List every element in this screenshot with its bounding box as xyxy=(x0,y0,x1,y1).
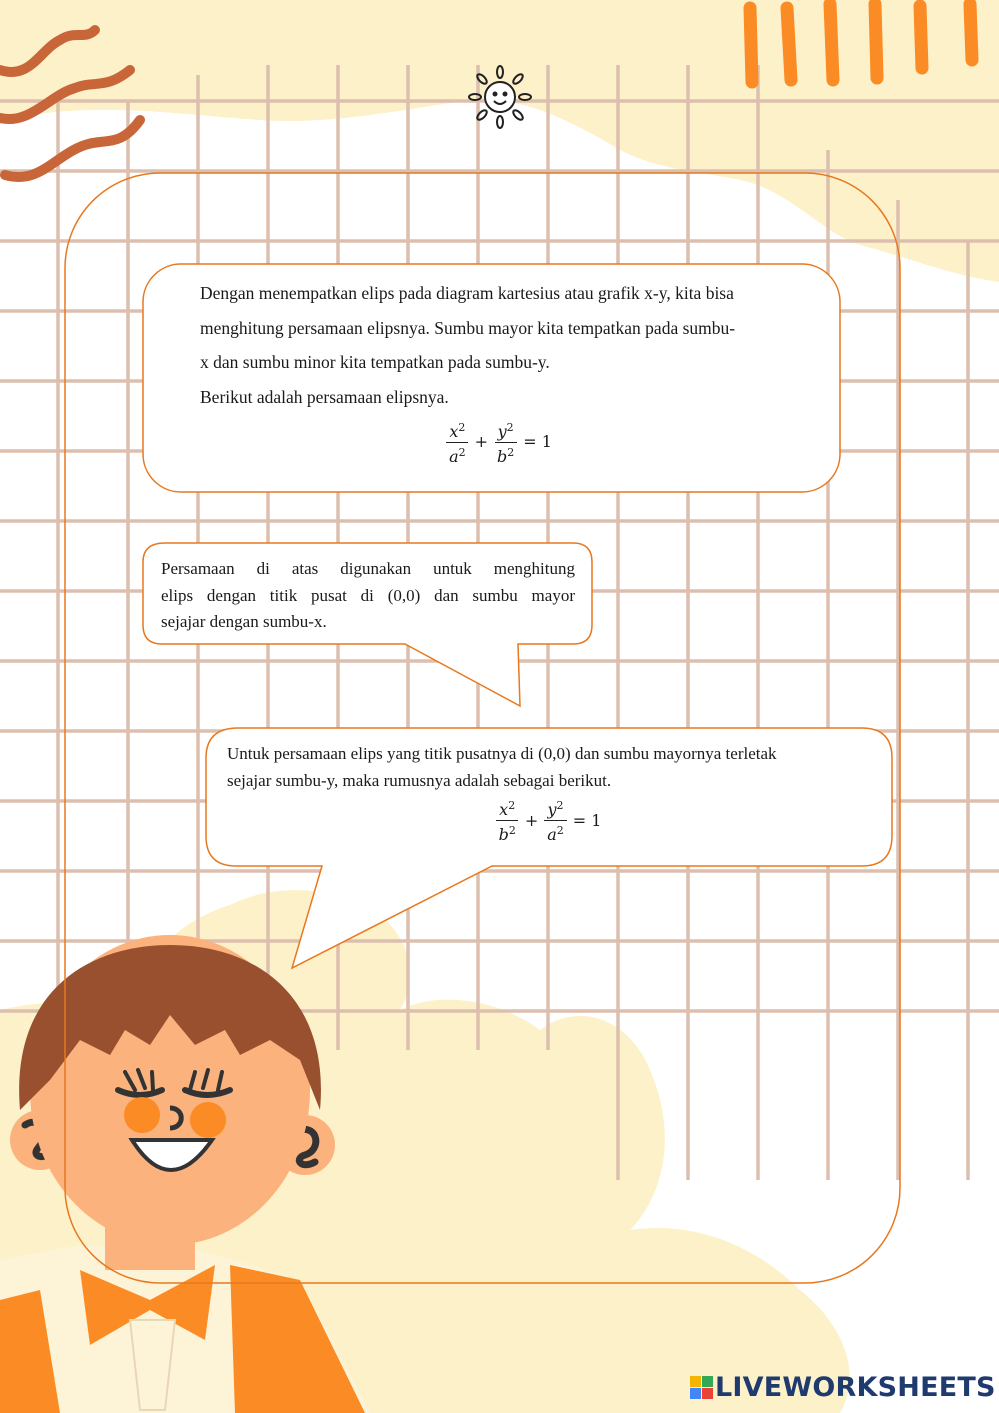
center-line-1: Persamaan di atas digunakan untuk menghitung xyxy=(161,559,575,578)
vertical-line-1: Untuk persamaan elips yang titik pusatnya di (0,0) dan sumbu mayornya terletak xyxy=(227,744,777,763)
ellipse-equation-vertical: $\frac{x^2}{b^2}$ + $\frac{y^2}{a^2}$ = 1 xyxy=(222,796,877,845)
logo-cubes-icon xyxy=(690,1376,713,1399)
vertical-ellipse-paragraph xyxy=(227,740,877,845)
vertical-line-2: sejajar sumbu-y, maka rumusnya adalah sebagai berikut. xyxy=(227,771,612,790)
center-line-2: elips dengan titik pusat di (0,0) dan sumbu mayor xyxy=(161,585,575,605)
center-explanation-paragraph xyxy=(161,556,575,636)
intro-line-4: Berikut adalah persamaan elipsnya. xyxy=(200,386,449,407)
intro-line-2: menghitung persamaan elipsnya. Sumbu mayor kita tempatkan pada sumbu- xyxy=(200,317,736,338)
center-line-3: sejajar dengan sumbu-x. xyxy=(161,612,327,631)
intro-line-3: x dan sumbu minor kita tempatkan pada sumbu-y. xyxy=(200,352,550,372)
ellipse-equation-horizontal: $\frac{x^2}{a^2}$ + $\frac{y^2}{b^2}$ = 1 xyxy=(180,418,820,467)
liveworksheets-logo xyxy=(690,1372,996,1403)
intro-line-1: Dengan menempatkan elips pada diagram kartesius atau grafik x-y, kita bisa xyxy=(200,283,734,303)
logo-text: LIVEWORKSHEETS xyxy=(715,1372,996,1403)
intro-paragraph xyxy=(200,276,820,467)
